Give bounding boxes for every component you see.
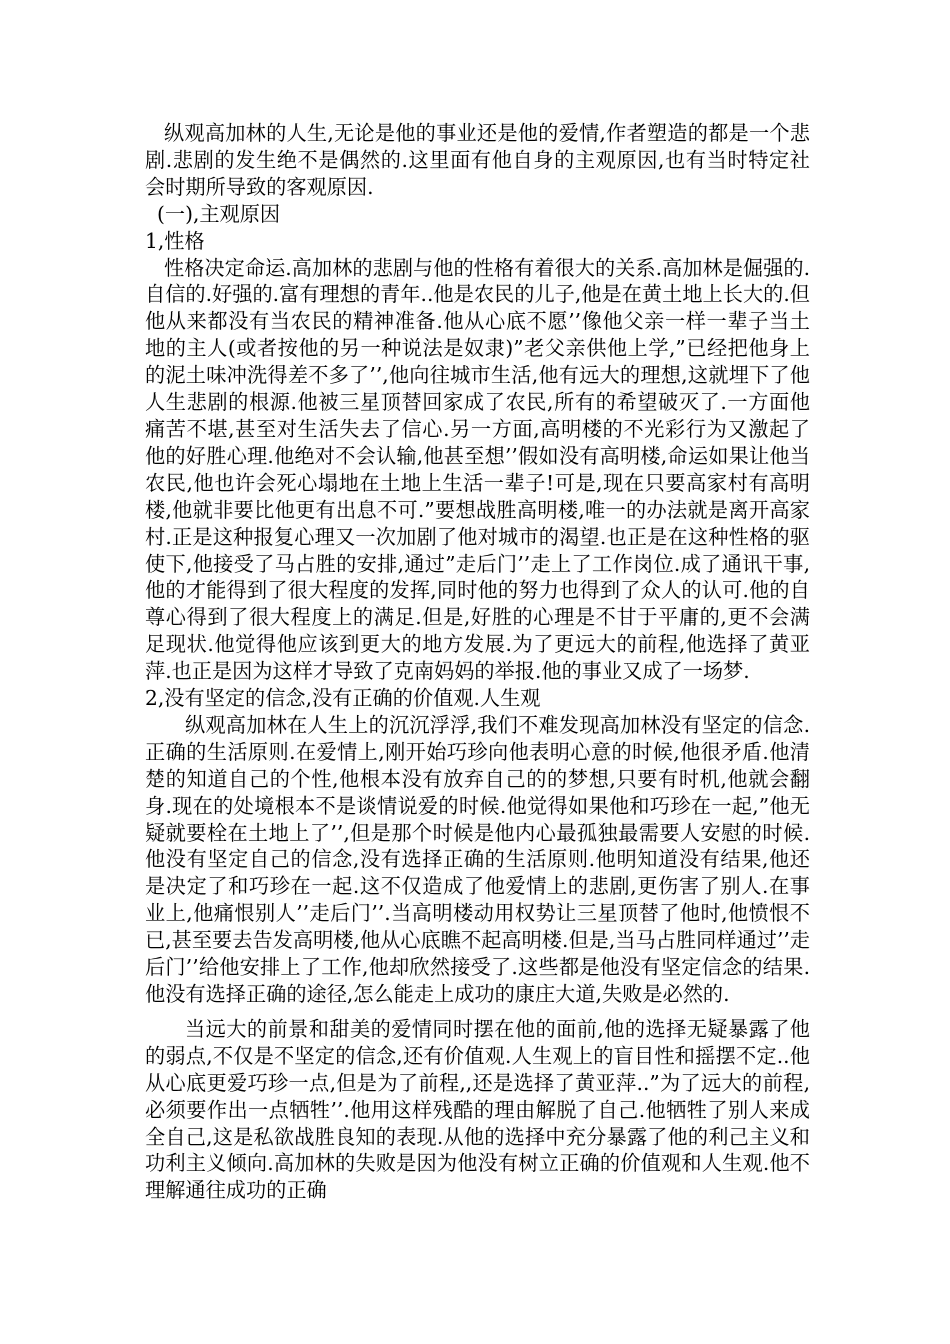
document-page	[145, 120, 810, 1204]
values-paragraph-1: 纵观高加林在人生上的沉沉浮浮,我们不难发现高加林没有坚定的信念.正确的生活原则.在爱情上,刚开始巧珍向他表明心意的时候,他很矛盾.他清楚的知道自己的个性,他根本没有放弃自己的的梦想,只要有时机,他就会翻身.现在的处境根本不是谈情说爱的时候.他觉得如果他和巧珍在一起,”他无疑就要栓在土地上了’’,但是那个时候是他内心最孤独最需要人安慰的时候.他没有坚定自己的信念,没有选择正确的生活原则.他明知道没有结果,他还是决定了和巧珍在一起.这不仅造成了他爱情上的悲剧,更伤害了别人.在事业上,他痛恨别人’’走后门’’.当高明楼动用权势让三星顶替了他时,他愤恨不已,甚至要去告发高明楼,他从心底瞧不起高明楼.但是,当马占胜同样通过’’走后门’’给他安排上了工作,他却欣然接受了.这些都是他没有坚定信念的结果.他没有选择正确的途径,怎么能走上成功的康庄大道,失败是必然的.	[145, 712, 810, 1006]
subsection-heading-values: 2,没有坚定的信念,没有正确的价值观.人生观	[145, 686, 541, 711]
values-paragraph-2: 当远大的前景和甜美的爱情同时摆在他的面前,他的选择无疑暴露了他的弱点,不仅是不坚定的信念,还有价值观.人生观上的盲目性和摇摆不定..他从心底更爱巧珍一点,但是为了前程,,还是选择了黄亚萍..”为了远大的前程,必须要作出一点牺牲’’.他用这样残酷的理由解脱了自己.他牺牲了别人来成全自己,这是私欲战胜良知的表现.从他的选择中充分暴露了他的利己主义和功利主义倾向.高加林的失败是因为他没有树立正确的价值观和人生观.他不理解通往成功的正确	[145, 1016, 810, 1203]
subsection-heading-personality: 1,性格	[145, 228, 205, 253]
section-heading-subjective-causes: (一),主观原因	[157, 201, 281, 226]
personality-paragraph: 性格决定命运.高加林的悲剧与他的性格有着很大的关系.高加林是倔强的.自信的.好强的.富有理想的青年..他是农民的儿子,他是在黄土地上长大的.但他从来都没有当农民的精神准备.他从心底不愿’’像他父亲一样一辈子当土地的主人(或者按他的另一种说法是奴隶)”老父亲供他上学,”已经把他身上的泥土味冲洗得差不多了’’,他向往城市生活,他有远大的理想,这就埋下了他人生悲剧的根源.他被三星顶替回家成了农民,所有的希望破灭了.一方面他痛苦不堪,甚至对生活失去了信心.另一方面,高明楼的不光彩行为又激起了他的好胜心理.他绝对不会认输,他甚至想’’假如没有高明楼,命运如果让他当农民,他也许会死心塌地在土地上生活一辈子!可是,现在只要高家村有高明楼,他就非要比他更有出息不可.”要想战胜高明楼,唯一的办法就是离开高家村.正是这种报复心理又一次加剧了他对城市的渴望.也正是在这种性格的驱使下,他接受了马占胜的安排,通过”走后门’’走上了工作岗位.成了通讯干事,他的才能得到了很大程度的发挥,同时他的努力也得到了众人的认可.他的自尊心得到了很大程度上的满足.但是,好胜的心理是不甘于平庸的,更不会满足现状.他觉得他应该到更大的地方发展.为了更远大的前程,他选择了黄亚萍.也正是因为这样才导致了克南妈妈的举报.他的事业又成了一场梦.	[145, 255, 810, 684]
intro-paragraph: 纵观高加林的人生,无论是他的事业还是他的爱情,作者塑造的都是一个悲剧.悲剧的发生绝不是偶然的.这里面有他自身的主观原因,也有当时特定社会时期所导致的客观原因.	[145, 121, 810, 199]
